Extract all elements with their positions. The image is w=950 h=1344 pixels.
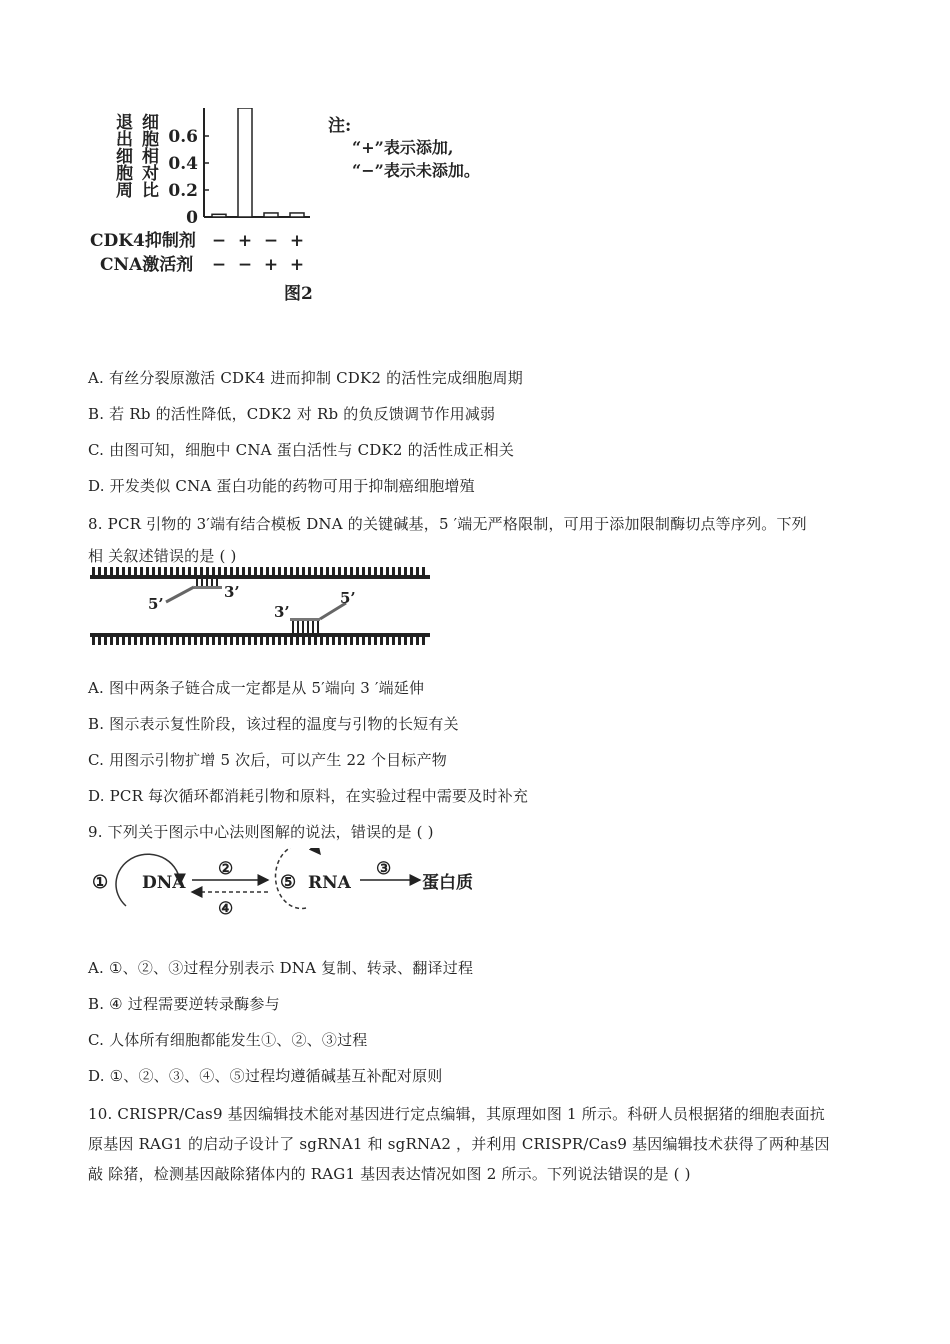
y-axis-label-line2: 细胞相对比: [138, 113, 158, 198]
figure-caption: 图2: [284, 284, 313, 304]
central-dogma-figure: [88, 848, 488, 928]
y-tick-label: 0.6: [168, 127, 198, 147]
bars: [212, 108, 304, 217]
bar-2: [238, 108, 252, 217]
primer1-5-label: 5’: [148, 595, 164, 613]
q8-option-b: B. 图示表示复性阶段，该过程的温度与引物的长短有关: [88, 715, 459, 733]
pcr-primer-figure: [88, 565, 433, 645]
q7-option-b: B. 若 Rb 的活性降低，CDK2 对 Rb 的负反馈调节作用减弱: [88, 405, 496, 423]
primer-1: [166, 579, 222, 602]
y-tick-label: 0.2: [168, 181, 198, 201]
label-2: ②: [218, 859, 234, 879]
bar-4: [290, 213, 304, 217]
sign-row1-col2: +: [237, 231, 253, 251]
label-5: ⑤: [280, 872, 297, 893]
q8-stem-line2: 相 关叙述错误的是 ( ): [88, 547, 237, 565]
q9-option-d: D. ①、②、③、④、⑤过程均遵循碱基互补配对原则: [88, 1067, 443, 1085]
bottom-strand-bases: [92, 636, 425, 645]
bar-chart-svg: [90, 108, 550, 308]
sign-row2-col3: +: [263, 255, 279, 275]
q7-option-a: A. 有丝分裂原激活 CDK4 进而抑制 CDK2 的活性完成细胞周期: [88, 369, 523, 387]
primer2-3-label: 3’: [274, 603, 290, 621]
sign-row2-col4: +: [289, 255, 305, 275]
dna-label: DNA: [142, 873, 186, 893]
q7-option-d: D. 开发类似 CNA 蛋白功能的药物可用于抑制癌细胞增殖: [88, 477, 475, 495]
primer1-3-label: 3’: [224, 583, 240, 601]
sign-row1-col4: +: [289, 231, 305, 251]
q9-stem: 9. 下列关于图示中心法则图解的说法，错误的是 ( ): [88, 823, 434, 841]
primer-2: [290, 603, 346, 633]
note-line2: “−”表示未添加。: [352, 161, 480, 180]
row2-label: CNA激活剂: [100, 255, 194, 275]
q8-option-d: D. PCR 每次循环都消耗引物和原料，在实验过程中需要及时补充: [88, 787, 529, 805]
bar-3: [264, 213, 278, 217]
q10-stem-line3: 敲 除猪，检测基因敲除猪体内的 RAG1 基因表达情况如图 2 所示。下列说法错误的是 ( ): [88, 1165, 691, 1183]
q10-stem-line2: 原基因 RAG1 的启动子设计了 sgRNA1 和 sgRNA2 ，并利用 CRISPR/Cas9 基因编辑技术获得了两种基因: [88, 1135, 830, 1153]
pcr-diagram-svg: [88, 565, 433, 645]
sign-row2-col1: −: [211, 255, 227, 275]
sign-rows: [212, 231, 304, 275]
bar-1: [212, 214, 226, 217]
q8-stem-line1: 8. PCR 引物的 3′端有结合模板 DNA 的关键碱基，5 ′端无严格限制，可用于添加限制酶切点等序列。下列: [88, 515, 807, 533]
sign-row1-col3: −: [263, 231, 279, 251]
note-line1: “+”表示添加,: [352, 138, 454, 157]
cdk4-bar-figure: [90, 108, 550, 308]
q9-option-a: A. ①、②、③过程分别表示 DNA 复制、转录、翻译过程: [88, 959, 474, 977]
q9-option-c: C. 人体所有细胞都能发生①、②、③过程: [88, 1031, 368, 1049]
q8-option-c: C. 用图示引物扩增 5 次后，可以产生 22 个目标产物: [88, 751, 447, 769]
label-4: ④: [218, 899, 234, 919]
protein-label: 蛋白质: [422, 873, 473, 893]
central-dogma-svg: [88, 848, 488, 928]
sign-row2-col2: −: [237, 255, 253, 275]
note-title: 注:: [328, 116, 352, 136]
rna-label: RNA: [308, 873, 351, 893]
sign-row1-col1: −: [211, 231, 227, 251]
q8-option-a: A. 图中两条子链合成一定都是从 5′端向 3 ′端延伸: [88, 679, 425, 697]
y-tick-label: 0: [186, 208, 198, 228]
q7-option-c: C. 由图可知，细胞中 CNA 蛋白活性与 CDK2 的活性成正相关: [88, 441, 515, 459]
y-tick-label: 0.4: [168, 154, 198, 174]
primer2-5-label: 5’: [340, 589, 356, 607]
label-3: ③: [376, 859, 392, 879]
q10-stem-line1: 10. CRISPR/Cas9 基因编辑技术能对基因进行定点编辑，其原理如图 1 所示。科研人员根据猪的细胞表面抗: [88, 1105, 825, 1123]
row1-label: CDK4抑制剂: [90, 231, 196, 251]
q9-option-b: B. ④ 过程需要逆转录酶参与: [88, 995, 280, 1013]
label-1: ①: [92, 872, 109, 893]
y-axis-label-line1: 退出细胞周: [112, 113, 132, 198]
y-ticks: [168, 127, 209, 228]
top-strand-bases: [92, 567, 425, 576]
